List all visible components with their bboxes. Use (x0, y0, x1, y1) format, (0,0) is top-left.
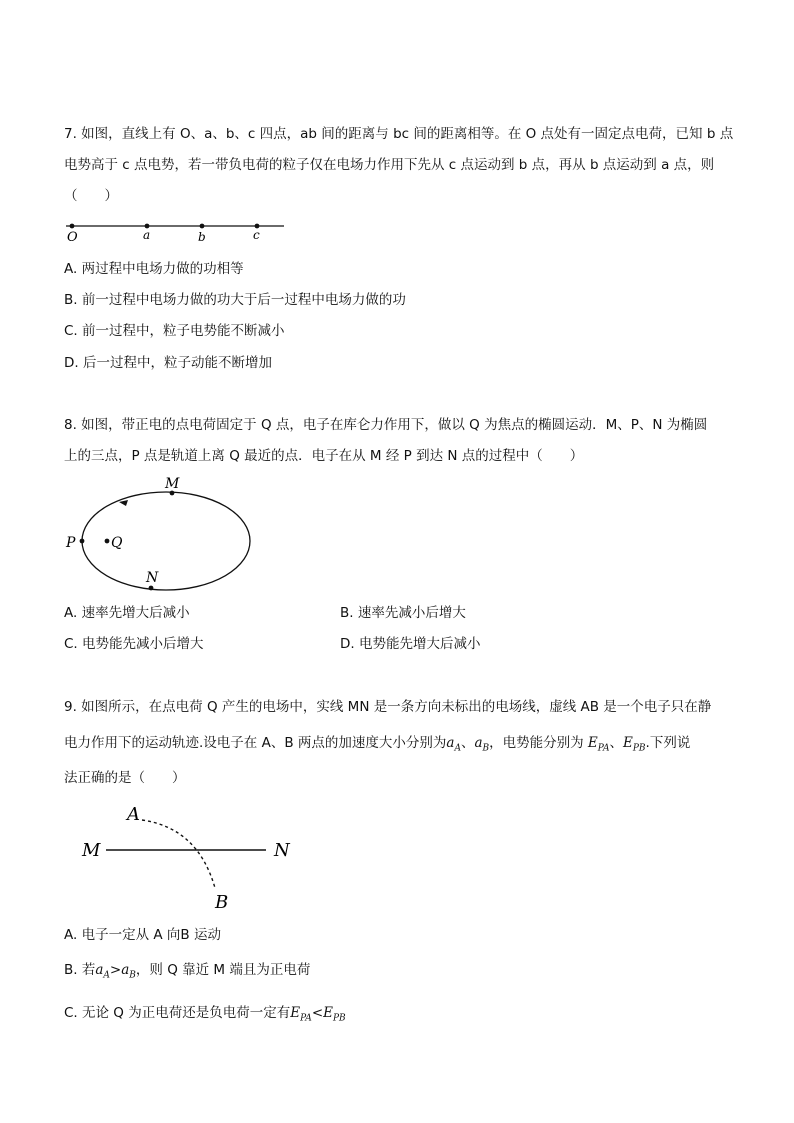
q9-option-b: B. 若$a_A>a_B$，则 Q 靠近 M 端且为正电荷 (64, 962, 311, 981)
q7-line-figure (60, 218, 300, 246)
q8-ellipse-figure (60, 472, 270, 594)
trajectory-ab (142, 820, 215, 888)
q9-stem-line3: 法正确的是（ ） (64, 770, 186, 786)
label-n: N (146, 570, 159, 586)
point-o (70, 224, 75, 229)
label-m: M (82, 840, 101, 861)
q9-field-line-figure (78, 800, 298, 915)
label-q: Q (111, 535, 123, 551)
label-b: B (215, 892, 229, 913)
q7-option-c: C. 前一过程中，粒子电势能不断减小 (64, 323, 285, 339)
label-b: b (198, 230, 206, 244)
q8-option-a: A. 速率先增大后减小 (64, 605, 190, 621)
q8-stem-line1: 8. 如图，带正电的点电荷固定于 Q 点，电子在库仑力作用下，做以 Q 为焦点的椭圆运动．M、P、N 为椭圆 (64, 417, 708, 433)
q9-stem-line2: 电力作用下的运动轨迹.设电子在 A、B 两点的加速度大小分别为$a_A$、$a_B$，电势能分别为 $E_{PA}$、$E_{PB}$.下列说 (64, 735, 691, 754)
q8-option-b: B. 速率先减小后增大 (340, 605, 466, 621)
label-a: A (127, 804, 140, 825)
point-b (200, 224, 205, 229)
label-c: c (253, 228, 260, 242)
q7-stem-line3: （ ） (64, 188, 118, 204)
q9-option-a: A. 电子一定从 A 向B 运动 (64, 927, 221, 943)
label-o: O (67, 230, 78, 245)
q8-stem-line2: 上的三点，P 点是轨道上离 Q 最近的点．电子在从 M 经 P 到达 N 点的过程中（ ） (64, 448, 584, 464)
label-m: M (165, 476, 180, 492)
label-a: a (143, 228, 151, 242)
label-n: N (274, 840, 290, 861)
q7-option-b: B. 前一过程中电场力做的功大于后一过程中电场力做的功 (64, 292, 406, 308)
label-p: P (66, 535, 76, 551)
q7-stem-line1: 7. 如图，直线上有 O、a、b、c 四点，ab 间的距离与 bc 间的距离相等。在 O 点处有一固定点电荷，已知 b 点 (64, 126, 734, 142)
q7-stem-line2: 电势高于 c 点电势，若一带负电荷的粒子仅在电场力作用下先从 c 点运动到 b 点，再从 b 点运动到 a 点，则 (64, 157, 715, 173)
q7-option-a: A. 两过程中电场力做的功相等 (64, 261, 244, 277)
q7-option-d: D. 后一过程中，粒子动能不断增加 (64, 355, 272, 371)
q9-stem-line1: 9. 如图所示，在点电荷 Q 产生的电场中，实线 MN 是一条方向未标出的电场线，虚线 AB 是一个电子只在静 (64, 699, 712, 715)
q8-option-d: D. 电势能先增大后减小 (340, 636, 481, 652)
q8-option-c: C. 电势能先减小后增大 (64, 636, 204, 652)
direction-arrow-icon (119, 500, 128, 506)
q9-option-c: C. 无论 Q 为正电荷还是负电荷一定有$E_{PA}<E_{PB}$ (64, 1005, 346, 1024)
